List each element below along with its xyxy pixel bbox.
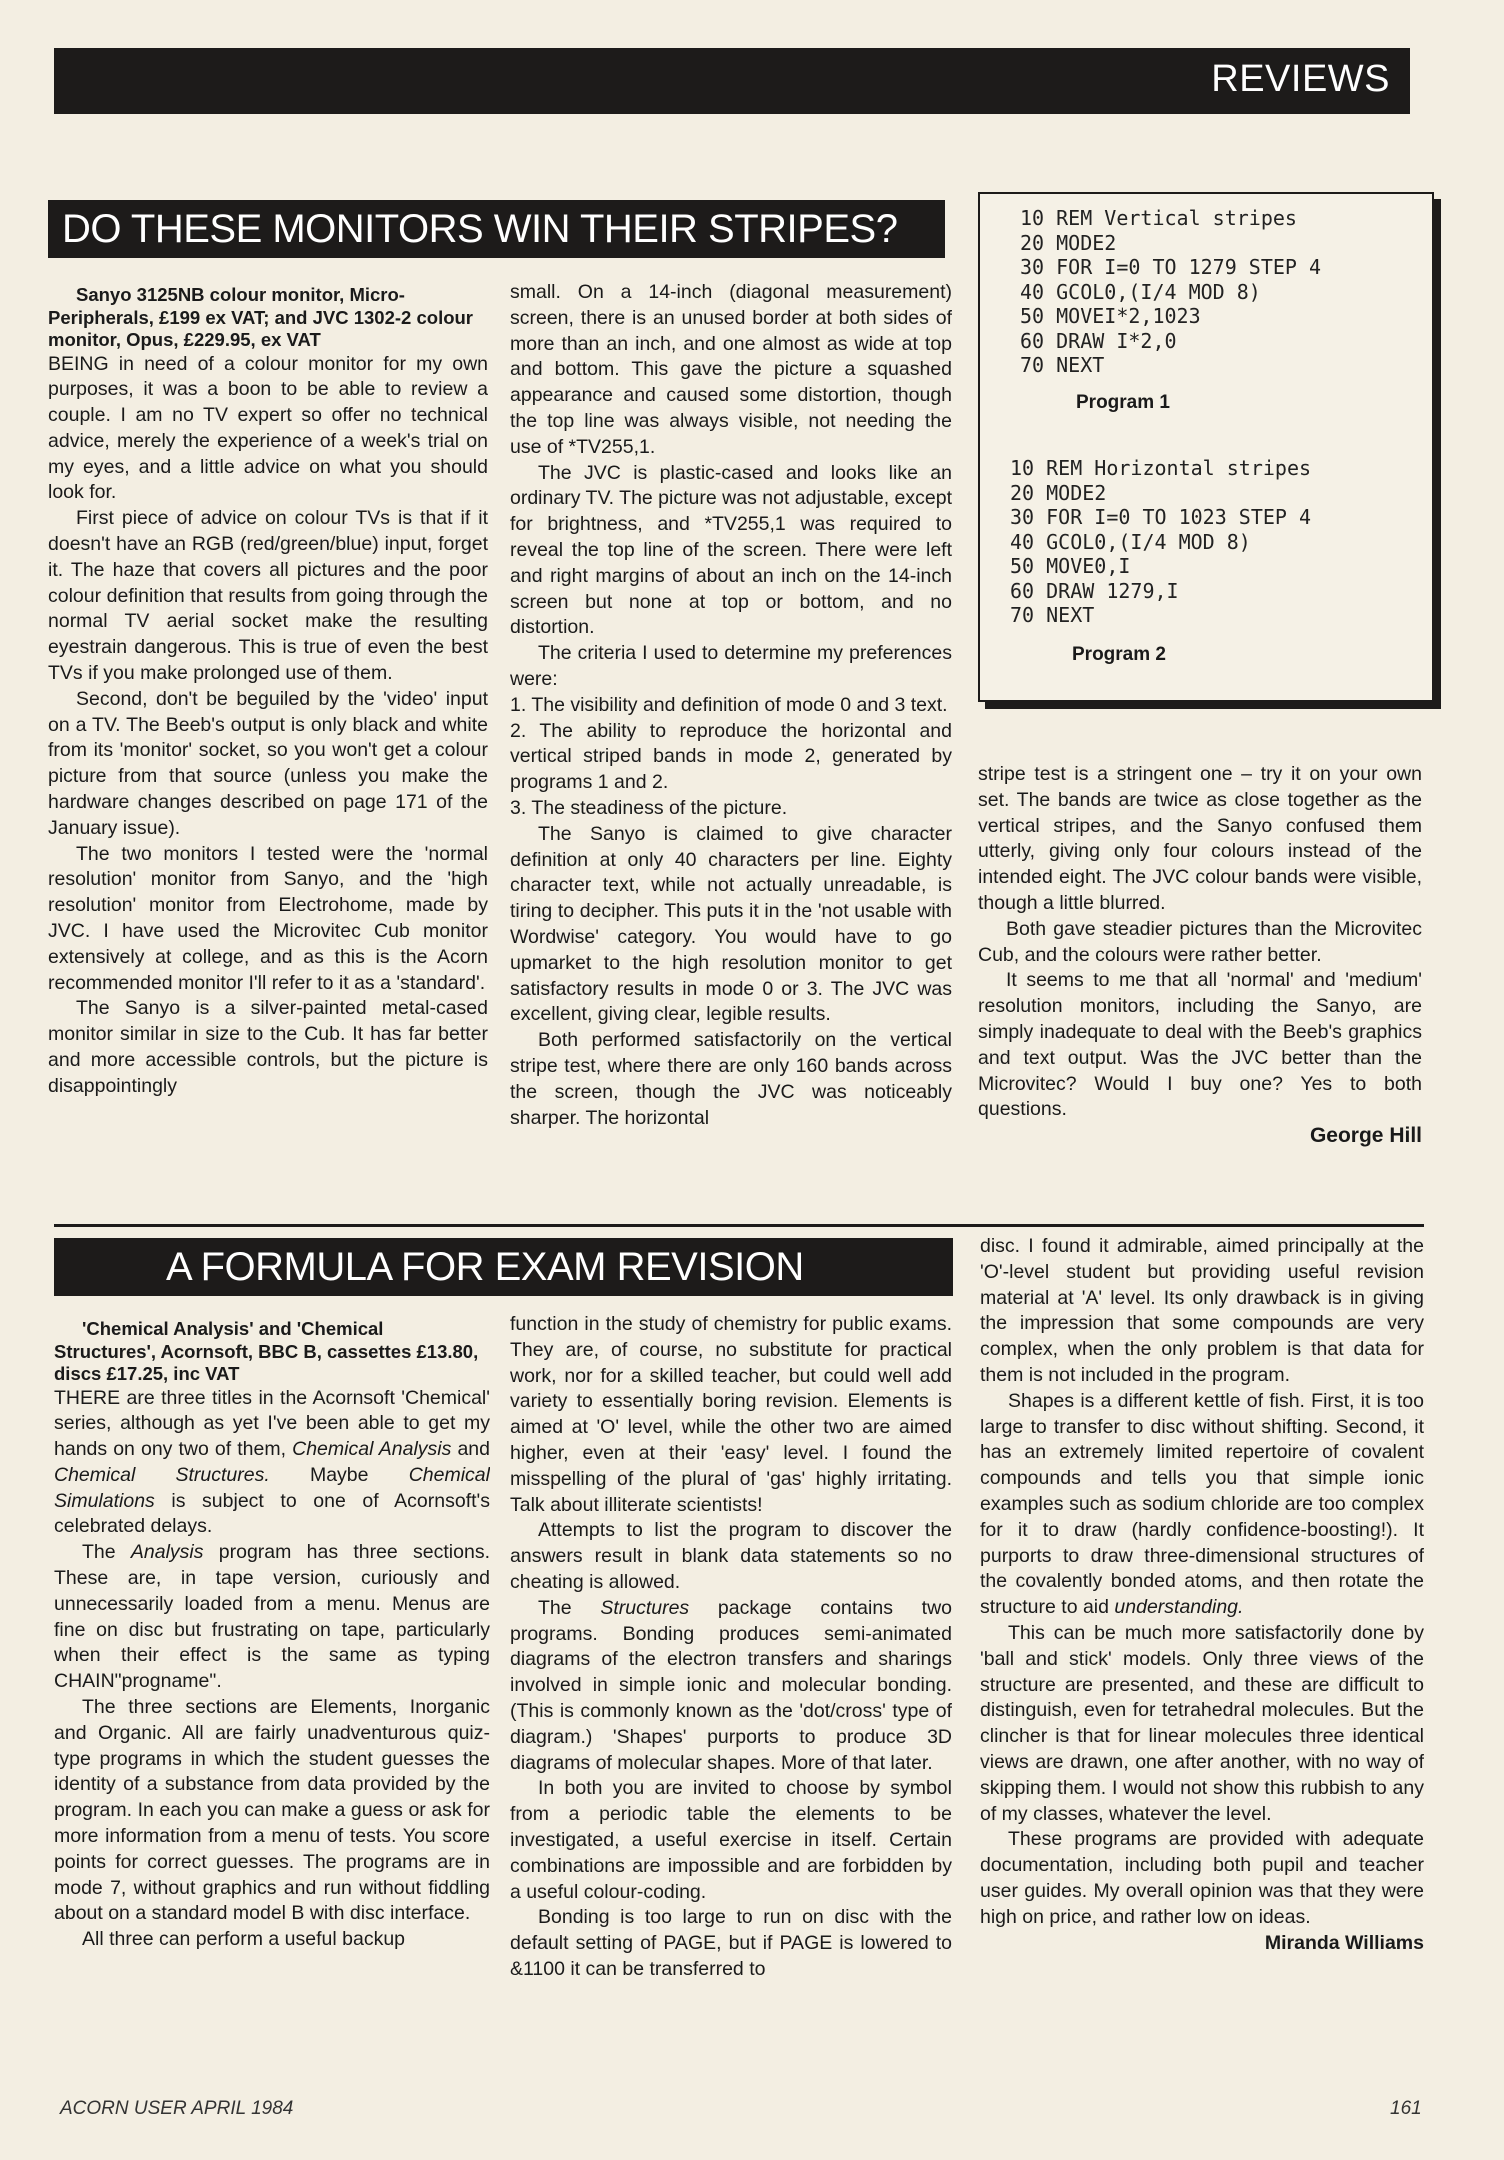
article2-paragraph: Shapes is a different kettle of fish. First, it is too large to transfer to disc without shifting. Second, it has an extremely limited repertoire of covalent compounds and tells you that simple ionic examples such as sodium chloride are too complex for it to draw (hardly confidence-boosting!). It purports to draw three-dimensional structures of the covalently bonded atoms, and then rotate the structure to aid understanding. (980, 1389, 1424, 1619)
article2-paragraph: Attempts to list the program to discover the answers result in blank data statements so no cheating is allowed. (510, 1519, 952, 1593)
article1-paragraph: stripe test is a stringent one – try it on your own set. The bands are twice as close together as the vertical stripes, and the Sanyo confused them utterly, giving only four colours instead of the intended eight. The JVC colour bands were visible, though a little blurred. (978, 763, 1422, 914)
criteria-item: 2. The ability to reproduce the horizontal and vertical striped bands in mode 2, generated by programs 1 and 2. (510, 719, 952, 794)
code-line: 20 MODE2 (1010, 480, 1107, 505)
article1-headline: DO THESE MONITORS WIN THEIR STRIPES? (48, 200, 945, 258)
article2-paragraph: disc. I found it admirable, aimed principally at the 'O'-level student but providing useful revision material at 'A' level. Its only drawback is in giving the impression that some compounds are very complex, when the only problem is that data for them is not included in the program. (980, 1235, 1424, 1386)
article2-paragraph: This can be much more satisfactorily done by 'ball and stick' models. Only three views of the structure are presented, and these are difficult to distinguish, even for tetrahedral molecules. But the clincher is that for linear molecules three identical views are drawn, one after another, with no way of skipping them. I would not show this rubbish to any of my classes, whatever the level. (980, 1621, 1424, 1825)
section-title: REVIEWS (1211, 58, 1390, 100)
article2-paragraph: The Analysis program has three sections. These are, in tape version, curiously and unnecessarily loaded from a menu. Menus are fine on disc but frustrating on tape, particularly when their effect is the same as typing CHAIN"progname". (54, 1541, 490, 1693)
article1-paragraph: small. On a 14-inch (diagonal measurement) screen, there is an unused border at both sides of more than an inch, and one almost as wide at top and bottom. This gave the picture a squashed appearance and caused some distortion, though the top line was always visible, not needing the use of *TV255,1. (510, 281, 952, 458)
section-banner (54, 48, 1410, 114)
article2-paragraph: function in the study of chemistry for public exams. They are, of course, no substitute for practical work, nor for a skilled teacher, but could well add variety to essentially boring revision. Elements is aimed at 'O' level, while the other two are aimed higher, even at their 'easy' level. I found the misspelling of the plural of 'gas' highly irritating. Talk about illiterate scientists! (510, 1313, 952, 1516)
article1-paragraph: BEING in need of a colour monitor for my own purposes, it was a boon to be able to review a couple. I am no TV expert so offer no technical advice, merely the experience of a week's trial on my eyes, and a little advice on what you should look for. (48, 352, 488, 504)
article2-column-3 (980, 1234, 1424, 2054)
criteria-item: 1. The visibility and definition of mode 0 and 3 text. (510, 693, 948, 716)
program-listings-box (978, 192, 1434, 702)
article1-paragraph: Both gave steadier pictures than the Microvitec Cub, and the colours were rather better. (978, 917, 1422, 966)
code-line: 60 DRAW 1279,I (1010, 578, 1179, 603)
footer-publication: ACORN USER APRIL 1984 (60, 2098, 294, 2119)
article1-column-1 (48, 284, 488, 1210)
code-line: 70 NEXT (1020, 353, 1105, 377)
article2-paragraph: All three can perform a useful backup (82, 1928, 406, 1951)
code-line: 70 NEXT (1010, 603, 1095, 627)
article1-paragraph: The two monitors I tested were the 'normal resolution' monitor from Sanyo, and the 'high resolution' monitor from Electrohome, made by JVC. I have used the Microvitec Cub monitor extensively at college, and as this is the Acorn recommended monitor I'll refer to it as a 'standard'. (48, 842, 488, 994)
code-line: 10 REM Vertical stripes (1020, 206, 1297, 230)
article-divider (54, 1224, 1424, 1227)
program1-listing (1020, 206, 1321, 378)
code-line: 60 DRAW I*2,0 (1020, 328, 1177, 353)
article2-headline: A FORMULA FOR EXAM REVISION (54, 1238, 953, 1296)
article1-paragraph: First piece of advice on colour TVs is that if it doesn't have an RGB (red/green/blue) input, forget it. The haze that covers all pictures and the poor colour definition that results from going through the normal TV aerial socket make the resulting eyestrain dangerous. This is true of even the best TVs if you make prolonged use of them. (48, 507, 488, 685)
article2-paragraph: THERE are three titles in the Acornsoft 'Chemical' series, although as yet I've been able to get my hands on ony two of them, Chemical Analysis and Chemical Structures. Maybe Chemical Simulations is subject to one of Acornsoft's celebrated delays. (54, 1386, 490, 1538)
program2-caption: Program 2 (1072, 643, 1166, 665)
article2-column-1 (54, 1318, 490, 2054)
article2-paragraph: The three sections are Elements, Inorganic and Organic. All are fairly unadventurous quiz-type programs in which the student guesses the identity of a substance from data provided by the program. In each you can make a guess or ask for more information from a menu of tests. You score points for correct guesses. The programs are in mode 7, without graphics and run without fiddling about on a standard model B with disc interface. (54, 1696, 490, 1925)
code-line: 30 FOR I=0 TO 1023 STEP 4 (1010, 505, 1312, 529)
program1-caption: Program 1 (1076, 391, 1170, 413)
article2-paragraph: The Structures package contains two programs. Bonding produces semi-animated diagrams of the electron transfers and sharings involved in simple ionic and molecular bonding. (This is commonly known as the 'dot/cross' type of diagram.) 'Shapes' purports to produce 3D diagrams of molecular shapes. More of that later. (510, 1596, 952, 1774)
article1-paragraph: Both performed satisfactorily on the vertical stripe test, where there are only 160 bands across the screen, though the JVC was noticeably sharper. The horizontal (510, 1029, 952, 1129)
code-line: 50 MOVE0,I (1010, 554, 1131, 578)
article2-column-2 (510, 1312, 952, 2054)
article2-paragraph: These programs are provided with adequate documentation, including both pupil and teacher user guides. My overall opinion was that they were high on price, and rather low on ideas. Miranda Williams (980, 1827, 1424, 1930)
article2-author: Miranda Williams (1264, 1931, 1424, 1954)
article1-paragraph: The Sanyo is claimed to give character definition at only 40 characters per line. Eighty character text, while not actually unreadable, is tiring to decipher. This puts it in the 'not usable with Wordwise' category. You would have to go upmarket to the high resolution monitor to get satisfactory results in mode 0 or 3. The JVC was excellent, giving clear, legible results. (510, 822, 952, 1026)
program2-listing (1010, 456, 1311, 628)
code-line: 40 GCOL0,(I/4 MOD 8) (1020, 279, 1261, 304)
article1-paragraph: The criteria I used to determine my preferences were: (510, 642, 952, 690)
code-line: 20 MODE2 (1020, 230, 1117, 255)
article1-column-3 (978, 762, 1422, 1210)
code-line: 10 REM Horizontal stripes (1010, 456, 1312, 480)
article2-paragraph: In both you are invited to choose by symbol from a periodic table the elements to be investigated, a useful exercise in itself. Certain combinations are impossible and are forbidden by a useful colour-coding. (510, 1777, 952, 1903)
article1-paragraph: It seems to me that all 'normal' and 'medium' resolution monitors, including the Sanyo, are simply inadequate to deal with the Beeb's graphics and text output. Was the JVC better than the Microvitec? Would I buy one? Yes to both questions. (978, 969, 1422, 1121)
code-line: 40 GCOL0,(I/4 MOD 8) (1010, 529, 1251, 554)
code-line: 30 FOR I=0 TO 1279 STEP 4 (1020, 255, 1322, 279)
criteria-item: 3. The steadiness of the picture. (510, 796, 788, 819)
article1-paragraph: The JVC is plastic-cased and looks like an ordinary TV. The picture was not adjustable, except for brightness, and *TV255,1 was required to reveal the top line of the screen. There were left and right margins of about an inch on the 14-inch screen but none at top or bottom, and no distortion. (510, 461, 952, 639)
code-line: 50 MOVEI*2,1023 (1020, 304, 1201, 328)
article2-byline: 'Chemical Analysis' and 'Chemical Structures', Acornsoft, BBC B, cassettes £13.80, discs £17.25, inc VAT (54, 1318, 479, 1384)
article2-paragraph: Bonding is too large to run on disc with the default setting of PAGE, but if PAGE is lowered to &1100 it can be transferred to (510, 1906, 952, 1980)
page-number: 161 (1390, 2098, 1422, 2119)
article1-byline: Sanyo 3125NB colour monitor, Micro-Peripherals, £199 ex VAT; and JVC 1302-2 colour monitor, Opus, £229.95, ex VAT (48, 284, 474, 350)
article1-paragraph: The Sanyo is a silver-painted metal-cased monitor similar in size to the Cub. It has far better and more accessible controls, but the picture is disappointingly (48, 997, 488, 1097)
article1-author: George Hill (1309, 1124, 1422, 1148)
article1-paragraph: Second, don't be beguiled by the 'video' input on a TV. The Beeb's output is only black and white from its 'monitor' socket, so you won't get a colour picture from that source (unless you make the hardware changes described on page 171 of the January issue). (48, 687, 488, 839)
article1-column-2 (510, 280, 952, 1210)
